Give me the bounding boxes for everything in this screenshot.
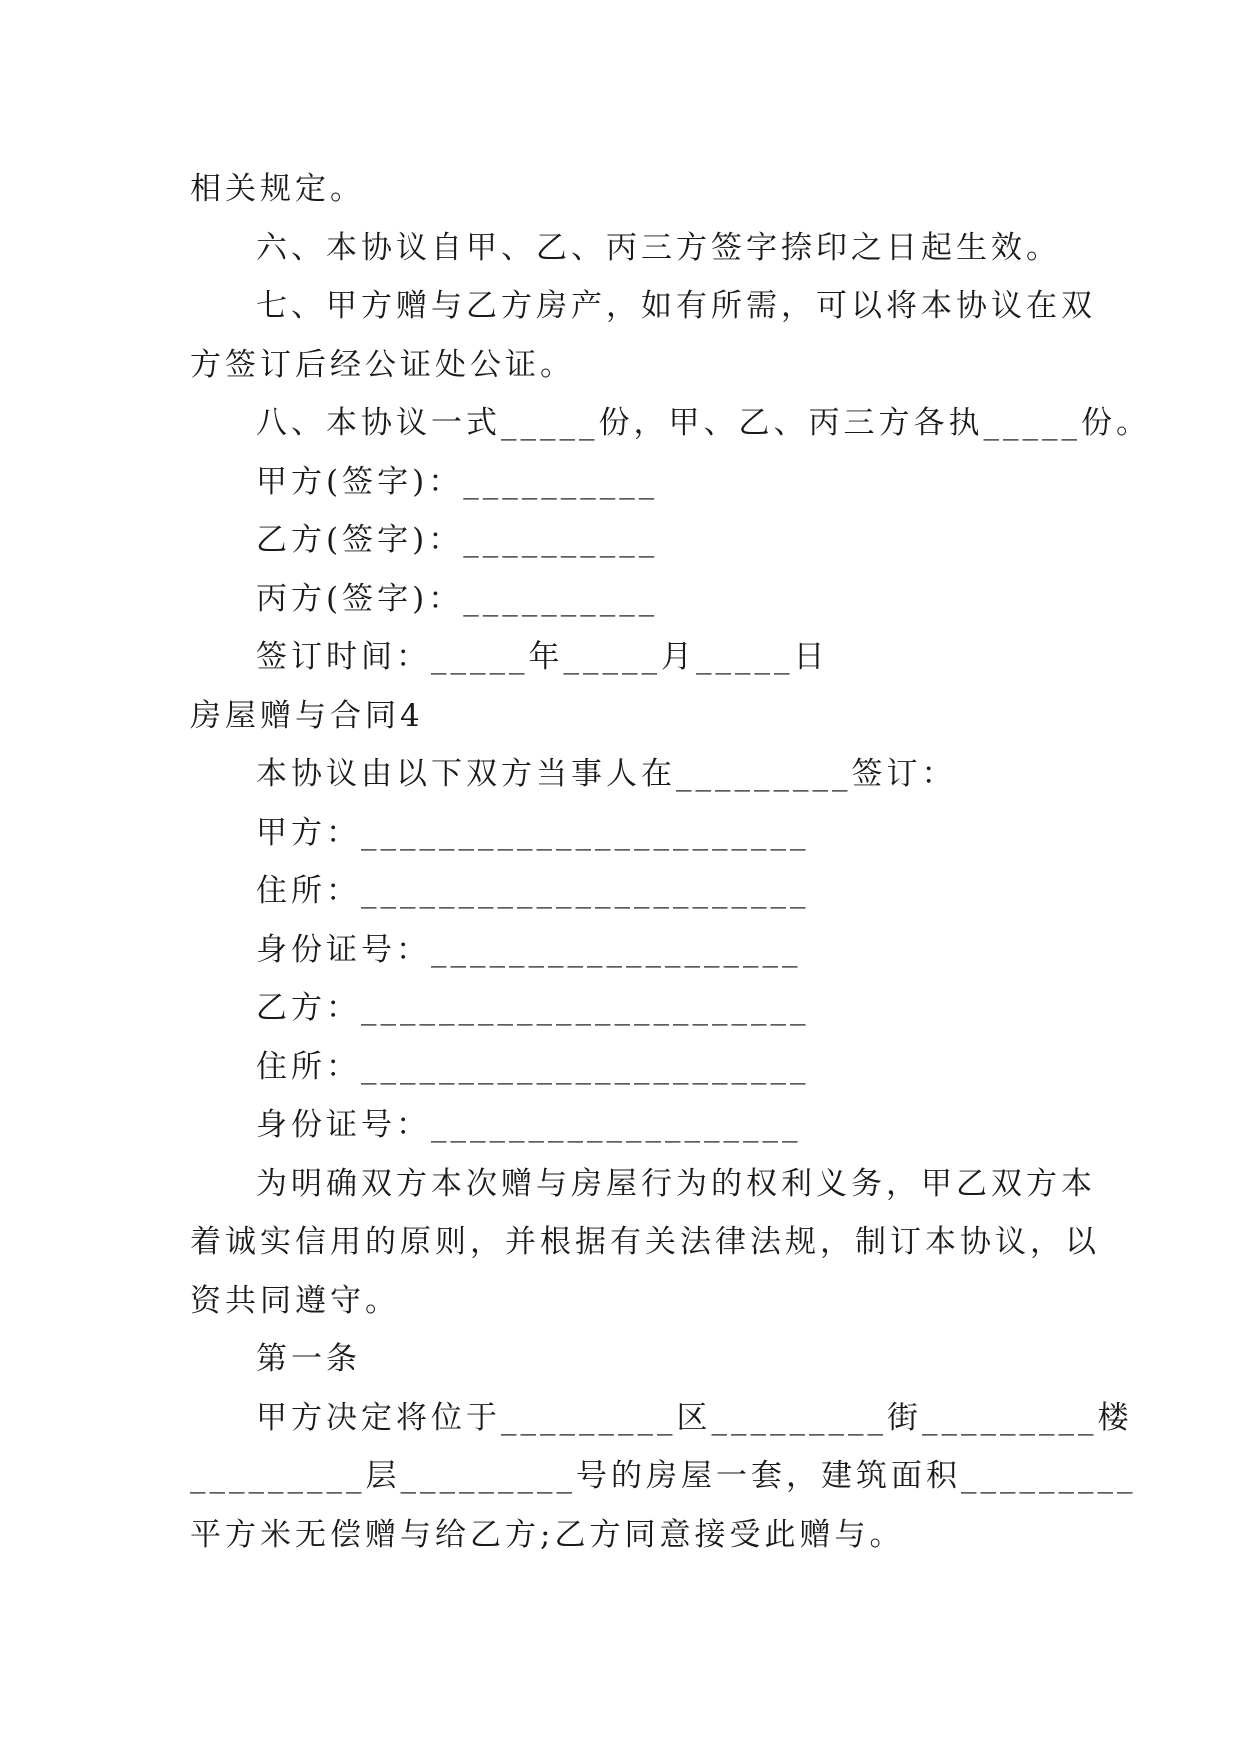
party-c-signature-line: 丙方(签字)：__________	[256, 580, 659, 617]
party-a-name-line: 甲方：_______________________	[256, 814, 810, 851]
party-b-signature-line: 乙方(签字)：__________	[256, 522, 659, 558]
clause-8-line: 八、本协议一式_____份，甲、乙、丙三方各执_____份。	[256, 405, 1151, 441]
preamble-line-2: 着诚实信用的原则，并根据有关法律法规，制订本协议，以	[190, 1224, 1100, 1260]
party-b-name-line: 乙方：_______________________	[256, 990, 810, 1026]
preamble-line-1: 为明确双方本次赠与房屋行为的权利义务，甲乙双方本	[256, 1165, 1096, 1202]
article-1-line-3: 平方米无偿赠与给乙方;乙方同意接受此赠与。	[190, 1516, 905, 1553]
preamble-line-3: 资共同遵守。	[190, 1282, 400, 1319]
party-a-id-line: 身份证号：___________________	[256, 931, 802, 968]
text-line-1: 相关规定。	[190, 171, 365, 207]
party-b-address-line: 住所：_______________________	[256, 1048, 810, 1085]
article-1-line-1: 甲方决定将位于_________区_________街_________楼	[256, 1399, 1133, 1436]
agreement-intro-line: 本协议由以下双方当事人在_________签订：	[256, 756, 957, 792]
article-1-heading: 第一条	[256, 1341, 361, 1377]
document-page	[190, 160, 1151, 1564]
party-a-address-line: 住所：_______________________	[256, 873, 810, 909]
signing-date-line: 签订时间：_____年_____月_____日	[256, 639, 829, 675]
clause-7-line-1: 七、甲方赠与乙方房产，如有所需，可以将本协议在双	[256, 288, 1096, 324]
party-b-id-line: 身份证号：___________________	[256, 1107, 802, 1143]
article-1-line-2: _________层_________号的房屋一套，建筑面积_________	[190, 1458, 1137, 1494]
clause-6-line: 六、本协议自甲、乙、丙三方签字捺印之日起生效。	[256, 229, 1061, 266]
contract-heading: 房屋赠与合同4	[190, 697, 424, 734]
clause-7-line-2: 方签订后经公证处公证。	[190, 346, 575, 383]
party-a-signature-line: 甲方(签字)：__________	[256, 463, 659, 500]
